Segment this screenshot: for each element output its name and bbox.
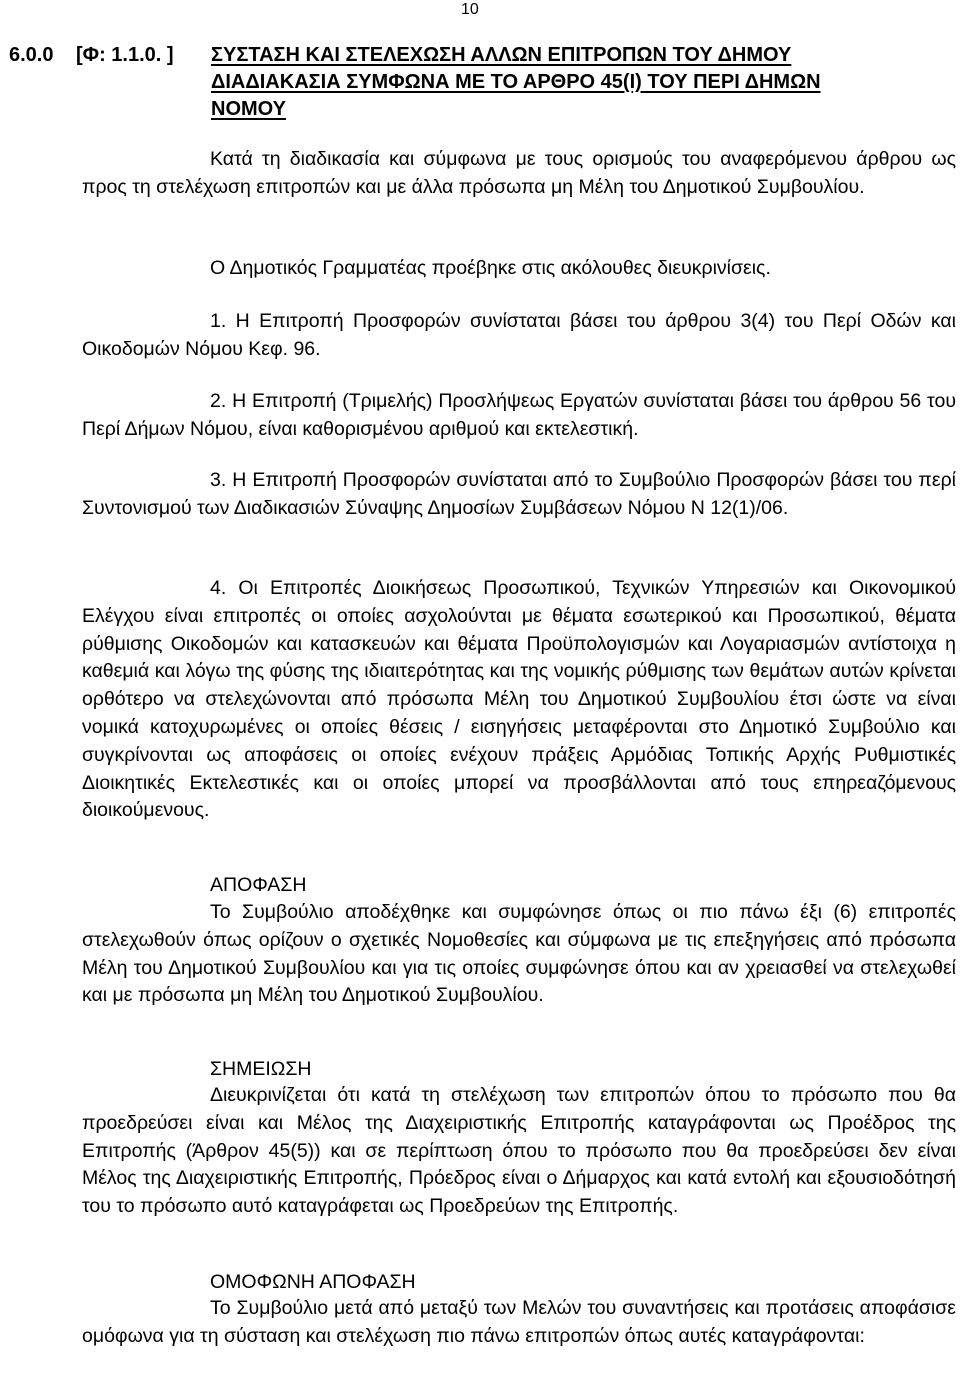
unanimous-decision-text: Το Συμβούλιο μετά από μεταξύ των Μελών του συναντήσεις και προτάσεις αποφάσισε ομόφωνα για τη σύσταση και στελέχωση πιο πάνω επιτροπών όπως αυτές καταγράφονται: [82, 1297, 956, 1347]
list-item-1: 1. Η Επιτροπή Προσφορών συνίσταται βάσει του άρθρου 3(4) του Περί Οδών και Οικοδομών Νόμου Κεφ. 96. [82, 310, 956, 360]
intro-paragraph: Κατά τη διαδικασία και σύμφωνα με τους ορισμούς του αναφερόμενου άρθρου ως προς τη στελέχωση επιτροπών και με άλλα πρόσωπα μη Μέλη του Δημοτικού Συμβουλίου. [82, 148, 956, 198]
section-title-line-1: ΣΥΣΤΑΣΗ ΚΑΙ ΣΤΕΛΕΧΩΣΗ ΑΛΛΩΝ ΕΠΙΤΡΟΠΩΝ ΤΟΥ ΔΗΜΟΥ [211, 44, 792, 66]
decision-text: Το Συμβούλιο αποδέχθηκε και συμφώνησε όπως οι πιο πάνω έξι (6) επιτροπές στελεχωθούν όπως ορίζουν ο σχετικές Νομοθεσίες και σύμφωνα με τις επεξηγήσεις από πρόσωπα Μέλη του Δημοτικού Συμβουλίου και για τις οποίες συμφώνησε όπου και αν χρειασθεί να στελεχωθεί και με πρόσωπα μη Μέλη του Δημοτικού Συμβουλίου. [82, 901, 956, 1007]
section-number: 6.0.0 [9, 44, 54, 66]
section-title-line-3: ΝΟΜΟΥ [211, 98, 286, 120]
note-text: Διευκρινίζεται ότι κατά τη στελέχωση των επιτροπών όπου το πρόσωπο που θα προεδρεύσει είναι και Μέλος της Διαχειριστικής Επιτροπής καταγράφονται ως Προέδρος της Επιτροπής (Άρθρον 45(5)) και σε περίπτωση όπου το πρόσωπο που θα προεδρεύσει δεν είναι Μέλος της Διαχειριστικής Επιτροπής, Πρόεδρος είναι ο Δήμαρχος και κατά εντολή και εξουσιοδότησή του το πρόσωπο αυτό καταγράφεται ως Προεδρεύων της Επιτροπής. [82, 1084, 956, 1218]
clarifications-intro: Ο Δημοτικός Γραμματέας προέβηκε στις ακόλουθες διευκρινίσεις. [210, 257, 771, 279]
section-title-line-2: ΔΙΑΔΙΑΚΑΣΙΑ ΣΥΜΦΩΝΑ ΜΕ ΤΟ ΑΡΘΡΟ 45(Ι) ΤΟΥ ΠΕΡΙ ΔΗΜΩΝ [211, 71, 821, 93]
file-reference: [Φ: 1.1.0. ] [76, 44, 174, 66]
decision-label: ΑΠΟΦΑΣΗ [210, 874, 307, 896]
page-number: 10 [461, 1, 479, 18]
note-label: ΣΗΜΕΙΩΣΗ [210, 1058, 312, 1080]
list-item-4: 4. Οι Επιτροπές Διοικήσεως Προσωπικού, Τεχνικών Υπηρεσιών και Οικονομικού Ελέγχου είναι επιτροπές οι οποίες ασχολούνται με θέματα εσωτερικού και Προσωπικού, θέματα ρύθμισης Οικοδομών και κατασκευών και θέματα Προϋπολογισμών και Λογαριασμών αντίστοιχα η καθεμιά και λόγω της φύσης της ιδιαιτερότητας και της νομικής ρύθμισης των θεμάτων αυτών κρίνεται ορθότερο να στελεχώνονται από πρόσωπα Μέλη του Δημοτικού Συμβουλίου έτσι ώστε να είναι νομικά κατοχυρωμένες οι οποίες θέσεις / εισηγήσεις μεταφέρονται στο Δημοτικό Συμβούλιο και συγκρίνονται ως αποφάσεις οι οποίες ενέχουν πράξεις Αρμόδιας Τοπικής Αρχής Ρυθμιστικές Διοικητικές Εκτελεστικές και οι οποίες μπορεί να προσβάλλονται από τους επηρεαζόμενους διοικούμενους. [82, 577, 956, 822]
unanimous-decision-label: ΟΜΟΦΩΝΗ ΑΠΟΦΑΣΗ [210, 1271, 416, 1293]
list-item-2: 2. Η Επιτροπή (Τριμελής) Προσλήψεως Εργατών συνίσταται βάσει του άρθρου 56 του Περί Δήμων Νόμου, είναι καθορισμένου αριθμού και εκτελεστική. [82, 390, 956, 440]
list-item-3: 3. Η Επιτροπή Προσφορών συνίσταται από το Συμβούλιο Προσφορών βάσει του περί Συντονισμού των Διαδικασιών Σύναψης Δημοσίων Συμβάσεων Νόμου Ν 12(1)/06. [82, 469, 956, 519]
